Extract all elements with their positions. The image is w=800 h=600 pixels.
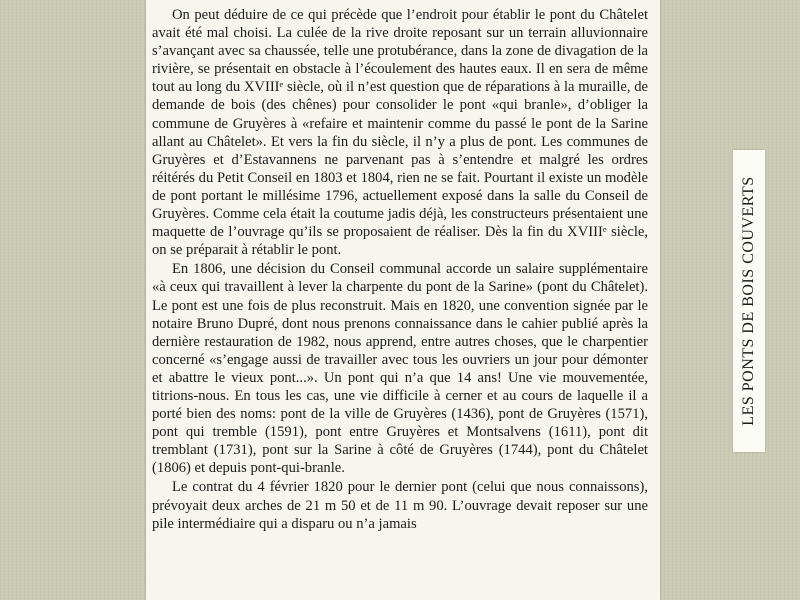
paragraph-2: En 1806, une décision du Conseil communal accorde un salaire supplémentaire «à ceux qui travaillent à lever la charpente du pont de la Sarine» (pont du Châtelet). Le pont est une fois de plus reconstruit. Mais en 1820, une convention signée par le notaire Bruno Dupré, dont nous prenons connaissance dans le cahier publié après la dernière restauration de 1982, nous apprend, entre autres choses, que le charpentier concerné «s’engage aussi de travailler avec tous les ouvriers un jour pour démonter et abattre le vieux pont...». Un pont qui n’a que 14 ans! Une vie mouvementée, titrions-nous. En tous les cas, une vie difficile à cerner et au cours de laquelle il a porté bien des noms: pont de la ville de Gruyères (1436), pont de Gruyères (1571), pont qui tremble (1591), pont entre Gruyères et Montsalvens (1611), pont dit tremblant (1731), pont sur la Sarine à côté de Gruyères (1744), pont du Châtelet (1806) et depuis pont-qui-branle. xyxy=(152,261,648,477)
running-head: LES PONTS DE BOIS COUVERTS xyxy=(740,176,757,426)
running-head-tab xyxy=(733,150,765,452)
paragraph-1: On peut déduire de ce qui précède que l’endroit pour établir le pont du Châtelet avait été mal choisi. La culée de la rive droite reposant sur un terrain alluvionnaire s’avançant avec sa chaussée, telle une protubérance, dans la zone de divagation de la rivière, se présentait en obstacle à l’écoulement des hautes eaux. Il en sera de même tout au long du XVIIIᵉ siècle, où il n’est question que de réparations à la muraille, de demande de bois (des chênes) pour consolider le pont «qui branle», d’obliger la commune de Gruyères à «refaire et maintenir comme du passé le pont de la Sarine allant au Châtelet». Et vers la fin du siècle, il n’y a plus de pont. Les communes de Gruyères et d’Estavannens ne parvenant pas à s’entendre et malgré les ordres réitérés du Petit Conseil en 1803 et 1804, rien ne se fait. Pourtant il existe un modèle de pont portant le millésime 1796, actuellement exposé dans la salle du Conseil de Gruyères. Comme cela était la coutume jadis déjà, les constructeurs présentaient une maquette de l’ouvrage qu’ils se proposaient de réaliser. Dès la fin du XVIIIᵉ siècle, on se préparait à rétablir le pont. xyxy=(152,7,648,259)
body-text xyxy=(152,6,648,533)
paragraph-3: Le contrat du 4 février 1820 pour le dernier pont (celui que nous connaissons), prévoyait deux arches de 21 m 50 et de 11 m 90. L’ouvrage devait reposer sur une pile intermédiaire qui a disparu ou n’a jamais xyxy=(152,479,648,532)
book-page xyxy=(146,0,660,600)
